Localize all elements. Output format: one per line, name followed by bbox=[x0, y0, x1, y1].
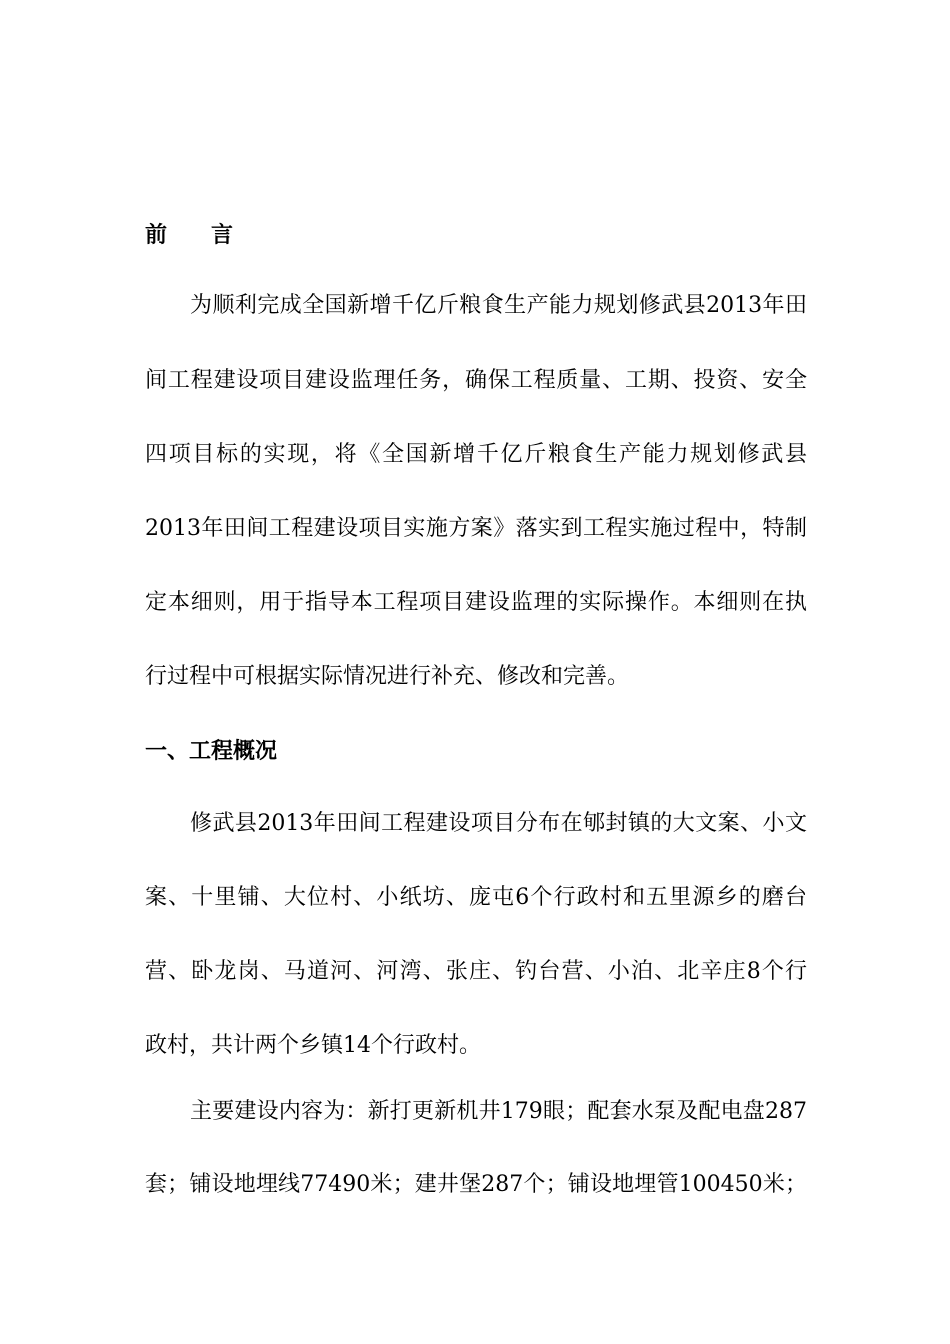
section-1-para1-line-2: 案、十里铺、大位村、小纸坊、庞屯6个行政村和五里源乡的磨台 bbox=[145, 885, 807, 910]
section-1-para1-line-4: 政村，共计两个乡镇14个行政村。 bbox=[145, 1033, 481, 1058]
section-1-para1-line-3: 营、卧龙岗、马道河、河湾、张庄、钓台营、小泊、北辛庄8个行 bbox=[145, 959, 807, 984]
preface-line-2: 间工程建设项目建设监理任务，确保工程质量、工期、投资、安全 bbox=[145, 368, 807, 393]
section-1-para2-line-2: 套；铺设地埋线77490米；建井堡287个；铺设地埋管100450米； bbox=[145, 1172, 807, 1197]
preface-line-3: 四项目标的实现，将《全国新增千亿斤粮食生产能力规划修武县 bbox=[145, 442, 807, 467]
preface-line-4: 2013年田间工程建设项目实施方案》落实到工程实施过程中，特制 bbox=[145, 516, 807, 541]
section-1-para1-line-1: 修武县2013年田间工程建设项目分布在郇封镇的大文案、小文 bbox=[190, 811, 807, 836]
preface-line-5: 定本细则，用于指导本工程项目建设监理的实际操作。本细则在执 bbox=[145, 590, 807, 615]
preface-title: 前 言 bbox=[145, 222, 234, 248]
preface-line-1: 为顺利完成全国新增千亿斤粮食生产能力规划修武县2013年田 bbox=[190, 293, 807, 318]
preface-line-6: 行过程中可根据实际情况进行补充、修改和完善。 bbox=[145, 664, 630, 689]
section-1-title: 一、工程概况 bbox=[145, 739, 278, 764]
section-1-para2-line-1: 主要建设内容为：新打更新机井179眼；配套水泵及配电盘287 bbox=[190, 1099, 807, 1124]
